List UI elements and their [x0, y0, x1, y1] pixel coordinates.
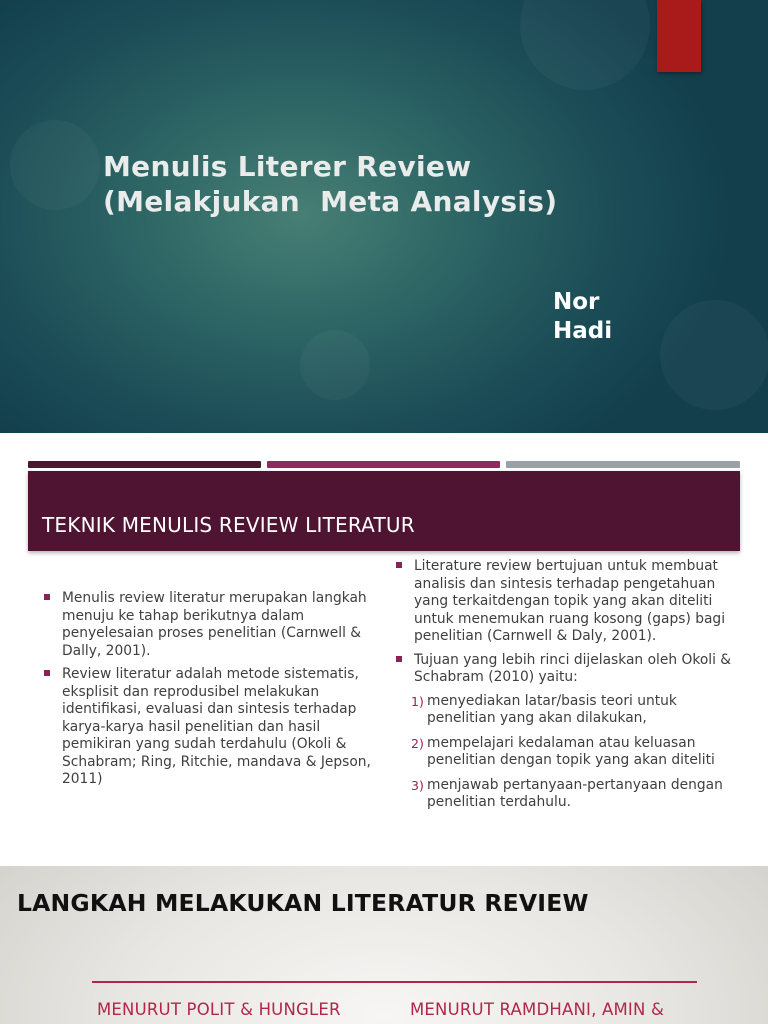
title-line: Menulis Literer Review: [103, 150, 472, 183]
numbered-text: menyediakan latar/basis teori untuk penelitian yang akan dilakukan,: [427, 692, 677, 726]
square-bullet-icon: [44, 594, 50, 600]
left-column: [44, 590, 374, 795]
header-stripe: [267, 461, 500, 468]
item-number: 3): [411, 777, 424, 793]
steps-slide: [0, 866, 768, 1024]
header-stripe: [28, 461, 261, 468]
right-column: [396, 558, 741, 819]
bullet-text: Tujuan yang lebih rinci dijelaskan oleh Okoli & Schabram (2010) yaitu:: [414, 651, 732, 685]
bullet-text: Literature review bertujuan untuk membuat analisis dan sintesis terhadap pengetahuan yang terkaitdengan topik yang akan diteliti untuk menemukan ruang kosong (gaps) bagi penelitian (Carnwell & Daly, 2001).: [414, 558, 726, 644]
presentation-title: [103, 149, 663, 219]
accent-tab: [657, 0, 701, 72]
list-item: [44, 590, 374, 660]
divider-line: [92, 981, 697, 983]
bullet-text: Menulis review literatur merupakan langkah menuju ke tahap berikutnya dalam penyelesaian proses penelitian (Carnwell & Dally, 2001).: [62, 590, 367, 659]
bokeh-decoration: [300, 330, 370, 400]
slide-title: TEKNIK MENULIS REVIEW LITERATUR: [42, 513, 415, 537]
bullet-text: Review literatur adalah metode sistematis, eksplisit dan reprodusibel melakukan identifikasi, evaluasi dan sintesis terhadap karya-karya hasil penelitian dan hasil pemikiran yang sudah terdahulu (Okoli & Schabram; Ring, Ritchie, mandava & Jepson, 2011): [62, 666, 371, 787]
content-slide: [0, 433, 768, 866]
bokeh-decoration: [660, 300, 768, 410]
item-number: 1): [411, 693, 424, 709]
numbered-item: [396, 735, 741, 770]
numbered-item: [396, 777, 741, 812]
author-line: Nor: [553, 289, 600, 315]
list-item: [396, 558, 741, 646]
subheading: MENURUT POLIT & HUNGLER: [97, 1000, 341, 1019]
square-bullet-icon: [44, 670, 50, 676]
list-item: [396, 652, 741, 687]
header-stripe: [506, 461, 740, 468]
author-line: Hadi: [553, 318, 613, 344]
title-line: (Melakjukan Meta Analysis): [103, 185, 558, 218]
slide-title: LANGKAH MELAKUKAN LITERATUR REVIEW: [17, 889, 589, 917]
numbered-text: mempelajari kedalaman atau keluasan penelitian dengan topik yang akan diteliti: [427, 734, 715, 768]
list-item: [44, 666, 374, 789]
square-bullet-icon: [396, 656, 402, 662]
bokeh-decoration: [520, 0, 650, 90]
slide-title-bar: [28, 471, 740, 551]
title-slide: [0, 0, 768, 433]
subheading: MENURUT RAMDHANI, AMIN &: [410, 1000, 665, 1019]
bokeh-decoration: [10, 120, 100, 210]
item-number: 2): [411, 735, 424, 751]
numbered-text: menjawab pertanyaan-pertanyaan dengan penelitian terdahulu.: [427, 776, 723, 810]
square-bullet-icon: [396, 562, 402, 568]
numbered-item: [396, 693, 741, 728]
author-name: [553, 288, 612, 346]
